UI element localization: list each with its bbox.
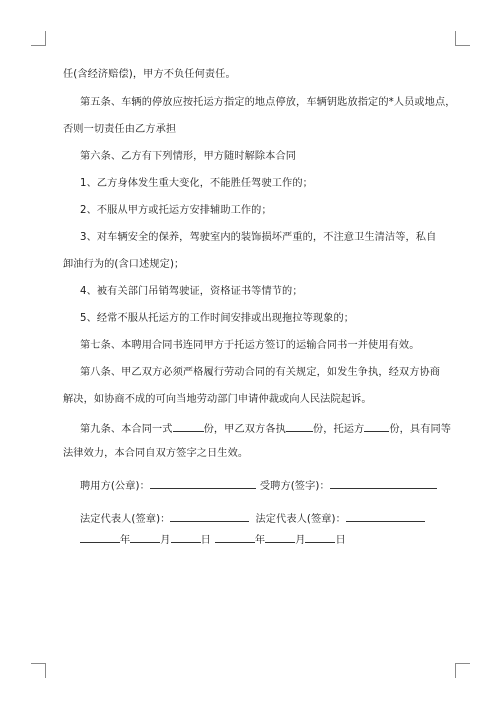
clause-5: 第五条、车辆的停放应按托运方指定的地点停放，车辆钥匙放指定的*人员或地点， (80, 97, 456, 108)
clause-9 (80, 420, 451, 437)
copies-each-party-blank[interactable] (286, 420, 313, 432)
clause-9-part-a: 第九条、本合同一式 (80, 424, 173, 435)
month-field-2[interactable] (265, 531, 295, 543)
text-line: 任(含经济赔偿)，甲方不负任何责任。 (63, 69, 236, 80)
signature-row-legal-reps (80, 510, 425, 527)
year-field-1[interactable] (80, 531, 120, 543)
employer-label: 聘用方(公章)： (80, 481, 150, 492)
copies-total-blank[interactable] (173, 420, 204, 432)
month-label: 月 (160, 535, 171, 546)
list-item: 4、被有关部门吊销驾驶证，资格证书等情节的； (80, 286, 303, 297)
year-label: 年 (120, 535, 131, 546)
text-line: 解决，如协商不成的可向当地劳动部门申请仲裁或向人民法院起诉。 (63, 394, 372, 405)
employee-signature-field[interactable] (330, 477, 437, 489)
text-line: 法律效力，本合同自双方签字之日生效。 (63, 448, 249, 459)
employer-seal-field[interactable] (150, 477, 256, 489)
signature-row-parties (80, 477, 437, 494)
legal-rep-label-2: 法定代表人(签章)： (255, 514, 346, 525)
legal-rep-label-1: 法定代表人(签章)： (80, 514, 171, 525)
clause-9-part-c: 份，托运方 (312, 424, 365, 435)
day-field-1[interactable] (171, 531, 201, 543)
clause-8: 第八条、甲乙双方必须严格履行劳动合同的有关规定，如发生争执，经双方协商 (80, 367, 441, 378)
month-label: 月 (295, 535, 306, 546)
legal-rep-2-field[interactable] (346, 510, 425, 522)
year-label: 年 (254, 535, 266, 546)
clause-9-part-b: 份，甲乙双方各执 (203, 424, 286, 435)
text-line: 否则一切责任由乙方承担 (63, 124, 177, 135)
text-line: 卸油行为的(含口述规定)； (63, 259, 185, 270)
copies-shipper-blank[interactable] (364, 420, 389, 432)
day-label: 日 (335, 535, 346, 546)
list-item: 3、对车辆安全的保养，驾驶室内的装饰损坏严重的，不注意卫生清洁等，私自 (80, 232, 437, 243)
list-item: 5、经常不服从托运方的工作时间安排或出现拖拉等现象的； (80, 313, 355, 324)
clause-9-part-d: 份，具有同等 (389, 424, 452, 435)
year-field-2[interactable] (215, 531, 255, 543)
month-field-1[interactable] (130, 531, 160, 543)
day-label: 日 (200, 535, 211, 546)
legal-rep-1-field[interactable] (170, 510, 249, 522)
date-row (80, 531, 346, 548)
clause-7: 第七条、本聘用合同书连同甲方于托运方签订的运输合同书一并使用有效。 (80, 340, 420, 351)
clause-6: 第六条、乙方有下列情形，甲方随时解除本合同 (80, 151, 297, 162)
list-item: 1、乙方身体发生重大变化，不能胜任驾驶工作的； (80, 178, 313, 189)
day-field-2[interactable] (305, 531, 335, 543)
list-item: 2、不服从甲方或托运方安排辅助工作的； (80, 205, 272, 216)
employee-label: 受聘方(签字)： (259, 481, 330, 492)
